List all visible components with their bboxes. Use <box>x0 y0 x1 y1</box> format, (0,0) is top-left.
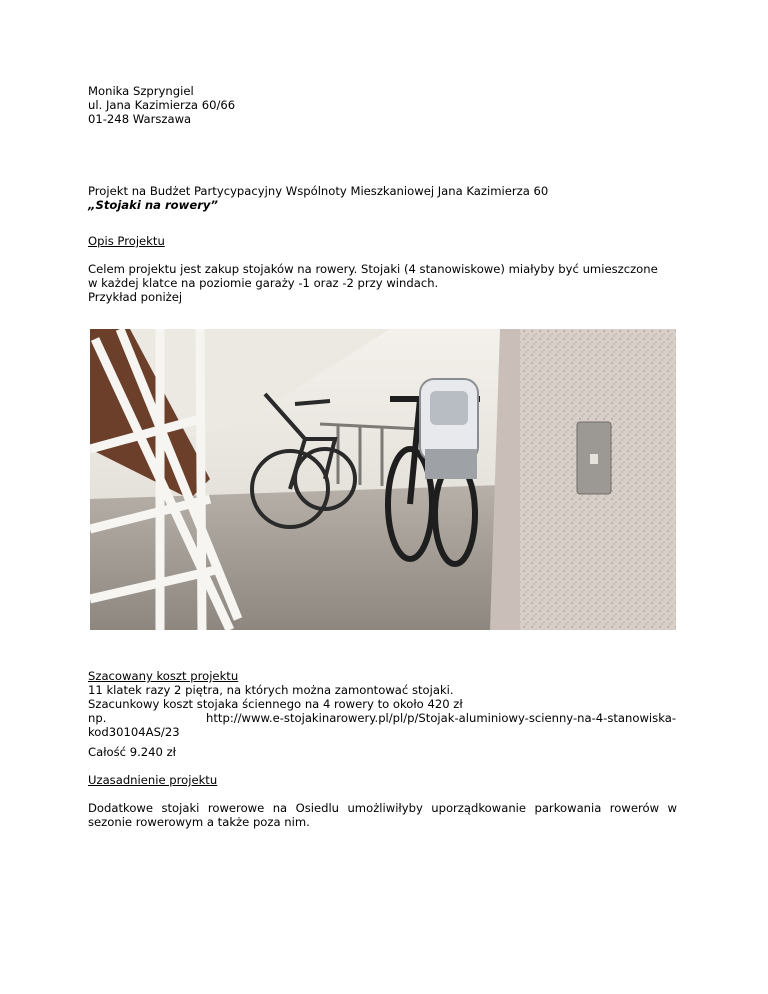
project-line: Projekt na Budżet Partycypacyjny Wspólnoty Mieszkaniowej Jana Kazimierza 60 <box>88 184 549 198</box>
justification-body <box>88 801 677 829</box>
cost-total <box>88 745 676 759</box>
cost-url-continued[interactable]: kod30104AS/23 <box>88 725 180 739</box>
description-line-3: Przykład poniżej <box>88 290 183 304</box>
cost-section <box>88 669 676 739</box>
description-heading-text: Opis Projektu <box>88 234 165 248</box>
bike-rack-photo <box>90 329 676 630</box>
bike-rack-photo-image <box>90 329 676 630</box>
cost-line-1: 11 klatek razy 2 piętra, na których można zamontować stojaki. <box>88 683 454 697</box>
description-line-2: w każdej klatce na poziomie garaży -1 oraz -2 przy windach. <box>88 276 439 290</box>
project-header <box>88 184 676 212</box>
cost-np-label: np. <box>88 711 107 725</box>
cost-line-2: Szacunkowy koszt stojaka ściennego na 4 rowery to około 420 zł <box>88 697 463 711</box>
sender-name: Monika Szpryngiel <box>88 84 194 98</box>
description-heading <box>88 234 676 248</box>
cost-heading: Szacowany koszt projektu <box>88 669 239 683</box>
project-title: „Stojaki na rowery” <box>88 198 218 212</box>
sender-street: ul. Jana Kazimierza 60/66 <box>88 98 236 112</box>
sender-city: 01-248 Warszawa <box>88 112 192 126</box>
description-line-1: Celem projektu jest zakup stojaków na rowery. Stojaki (4 stanowiskowe) miałyby być umieszczone <box>88 262 658 276</box>
cost-url[interactable]: http://www.e-stojakinarowery.pl/pl/p/Stojak-aluminiowy-scienny-na-4-stanowiska- <box>206 711 676 725</box>
justification-heading <box>88 773 676 787</box>
cost-total-text: Całość 9.240 zł <box>88 745 176 759</box>
cost-line-3 <box>88 711 676 725</box>
justification-heading-text: Uzasadnienie projektu <box>88 773 218 787</box>
sender-address <box>88 84 676 126</box>
description-body <box>88 262 676 304</box>
justification-text: Dodatkowe stojaki rowerowe na Osiedlu umożliwiłyby uporządkowanie parkowania rowerów w sezonie rowerowym a także poza nim. <box>88 801 677 829</box>
